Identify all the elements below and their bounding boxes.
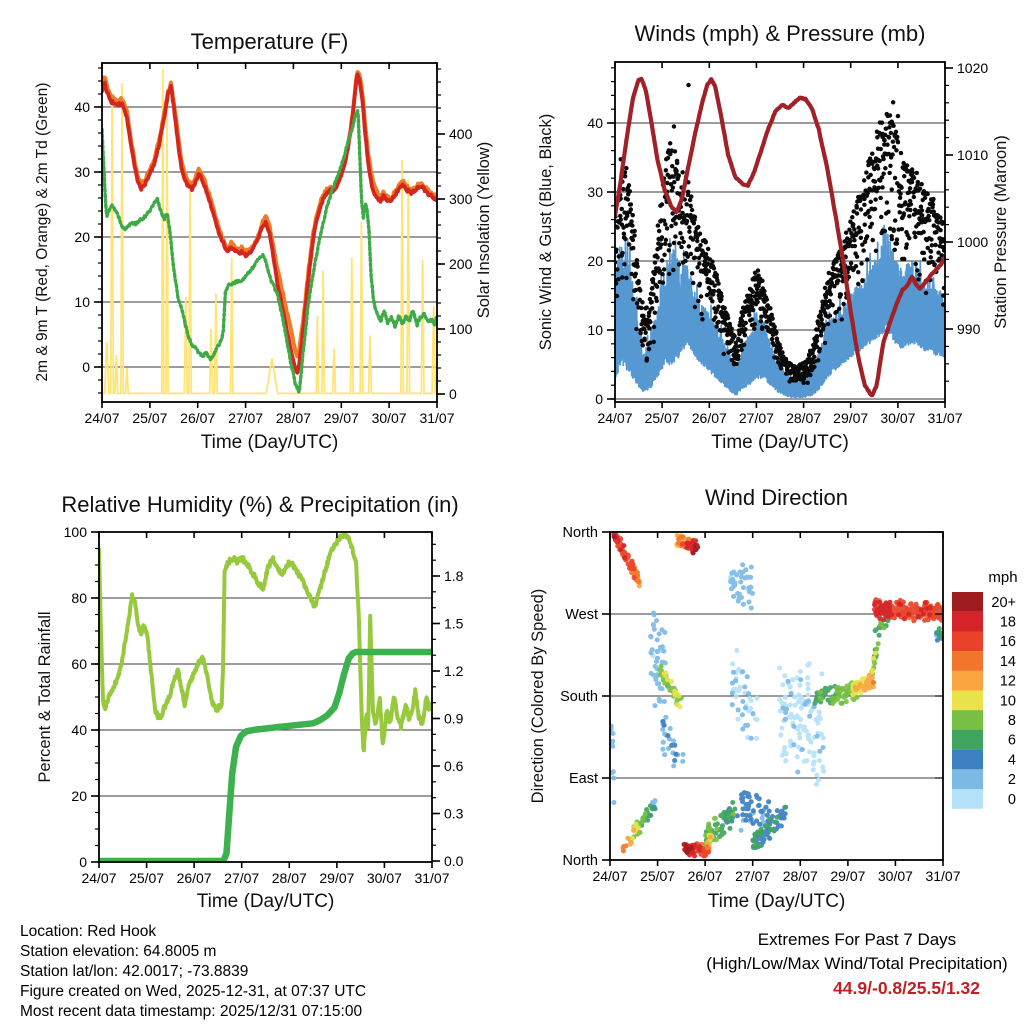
tick-label: 10 <box>74 294 90 310</box>
tick-label: 2 <box>1007 772 1016 789</box>
tick-label: 18 <box>999 614 1016 631</box>
legend-swatch <box>952 612 983 632</box>
winds-y-axis-label-right: Station Pressure (Maroon) <box>992 135 1010 329</box>
legend-swatch <box>952 691 983 711</box>
tick-label: 1010 <box>957 147 989 163</box>
tick-label: 24/07 <box>597 410 633 426</box>
tick-label: 31/07 <box>414 870 450 886</box>
tick-label: 14 <box>999 653 1016 670</box>
figure-created-text: Figure created on Wed, 2025-12-31, at 07:37 UTC <box>20 983 367 1000</box>
tick-label: 25/07 <box>129 870 165 886</box>
tick-label: 30/07 <box>371 410 407 426</box>
tick-label: 0 <box>595 391 603 407</box>
tick-label: 20 <box>71 788 87 804</box>
station-elevation-text: Station elevation: 64.8005 m <box>20 943 217 960</box>
tick-label: 30/07 <box>880 410 916 426</box>
tick-label: 0.6 <box>444 758 464 774</box>
humidity-y-axis-label: Percent & Total Rainfall <box>36 611 54 783</box>
tick-label: 12 <box>999 673 1016 690</box>
legend-swatch <box>952 651 983 671</box>
tick-label: 31/07 <box>925 868 961 884</box>
tick-label: 24/07 <box>592 868 628 884</box>
humidity-panel-title: Relative Humidity (%) & Precipitation (in) <box>61 492 459 517</box>
tick-label: 1.5 <box>444 615 464 632</box>
extremes-title: Extremes For Past 7 Days <box>757 930 957 949</box>
tick-label: 40 <box>74 99 90 115</box>
tick-label: 28/07 <box>786 410 822 426</box>
extremes-values: 44.9/-0.8/25.5/1.32 <box>833 978 980 998</box>
extremes-subtitle: (High/Low/Max Wind/Total Precipitation) <box>706 954 1008 973</box>
tick-label: 27/07 <box>224 870 260 886</box>
tick-label: 28/07 <box>271 870 307 886</box>
tick-label: 10 <box>999 693 1016 710</box>
tick-label: 28/07 <box>782 868 818 884</box>
tick-label: 25/07 <box>132 410 168 426</box>
tick-label: 30 <box>587 184 603 200</box>
tick-label: 20 <box>587 253 603 269</box>
tick-label: 80 <box>71 590 87 606</box>
winds-y-axis-label-left: Sonic Wind & Gust (Blue, Black) <box>537 113 555 351</box>
tick-label: 20+ <box>991 594 1016 611</box>
tick-label: 27/07 <box>228 410 264 426</box>
tick-label: 6 <box>1007 732 1016 749</box>
tick-label: 26/07 <box>691 410 727 426</box>
legend-swatch <box>952 710 983 730</box>
tick-label: 100 <box>63 524 87 540</box>
winds-panel-title: Winds (mph) & Pressure (mb) <box>634 21 926 46</box>
tick-label: 25/07 <box>644 410 680 426</box>
tick-label: 20 <box>74 229 90 245</box>
tick-label: 16 <box>999 634 1016 651</box>
location-text: Location: Red Hook <box>20 923 157 940</box>
tick-label: 0 <box>82 359 90 375</box>
legend-swatch <box>952 769 983 789</box>
wind-direction-panel-title: Wind Direction <box>704 485 849 510</box>
tick-label: North <box>562 853 598 869</box>
time-axis-label-humidity: Time (Day/UTC) <box>196 891 335 912</box>
tick-label: 100 <box>449 321 473 337</box>
tick-label: 26/07 <box>176 870 212 886</box>
tick-label: 29/07 <box>319 870 355 886</box>
tick-label: 26/07 <box>687 868 723 884</box>
tick-label: East <box>568 771 598 787</box>
tick-label: 30 <box>74 164 90 180</box>
tick-label: 60 <box>71 656 87 672</box>
legend-swatch <box>952 671 983 691</box>
tick-label: South <box>560 689 598 705</box>
station-metadata <box>20 922 366 1022</box>
tick-label: 27/07 <box>735 868 771 884</box>
legend-swatch <box>952 631 983 651</box>
tick-label: West <box>565 607 598 623</box>
tick-label: 40 <box>587 115 603 131</box>
tick-label: 40 <box>71 722 87 738</box>
time-axis-label-wind-direction: Time (Day/UTC) <box>707 891 846 912</box>
legend-swatch <box>952 730 983 750</box>
tick-label: 1020 <box>957 60 989 76</box>
tick-label: 0.0 <box>444 853 464 869</box>
tick-label: 1000 <box>957 234 989 250</box>
tick-label: 0.9 <box>444 710 464 727</box>
tick-label: 200 <box>449 256 473 272</box>
tick-label: 10 <box>587 322 603 338</box>
tick-label: 990 <box>957 321 981 337</box>
tick-label: 29/07 <box>830 868 866 884</box>
tick-label: 400 <box>449 126 473 142</box>
tick-label: 24/07 <box>84 410 120 426</box>
station-latlon-text: Station lat/lon: 42.0017; -73.8839 <box>20 963 249 980</box>
time-axis-label-winds: Time (Day/UTC) <box>711 432 849 453</box>
tick-label: 29/07 <box>833 410 869 426</box>
legend-swatch <box>952 592 983 612</box>
data-timestamp-text: Most recent data timestamp: 2025/12/31 07:15:00 <box>20 1003 363 1020</box>
tick-label: 8 <box>1007 713 1016 729</box>
tick-label: 25/07 <box>640 868 676 884</box>
tick-label: 0.3 <box>444 805 464 822</box>
time-axis-label-temperature: Time (Day/UTC) <box>200 432 339 453</box>
temperature-y-axis-label-right: Solar Insolation (Yellow) <box>475 141 493 319</box>
legend-swatch <box>952 789 983 809</box>
tick-label: 24/07 <box>81 870 117 886</box>
tick-label: 0 <box>449 386 457 402</box>
wind-direction-y-axis-label: Direction (Colored By Speed) <box>529 588 547 804</box>
tick-label: 300 <box>449 191 473 207</box>
tick-label: 1.8 <box>444 568 464 584</box>
tick-label: 27/07 <box>738 410 774 426</box>
tick-label: North <box>562 525 598 541</box>
tick-label: 4 <box>1007 752 1016 769</box>
tick-label: 29/07 <box>323 410 359 426</box>
tick-label: 28/07 <box>275 410 311 426</box>
tick-label: 31/07 <box>927 410 963 426</box>
legend-title: mph <box>988 569 1018 586</box>
tick-label: 26/07 <box>180 410 216 426</box>
tick-label: 0 <box>79 854 87 870</box>
temperature-y-axis-label-left: 2m & 9m T (Red, Orange) & 2m Td (Green) <box>34 82 51 382</box>
tick-label: 1.2 <box>444 663 464 679</box>
tick-label: 30/07 <box>366 870 402 886</box>
tick-label: 31/07 <box>419 410 455 426</box>
temperature-panel-title: Temperature (F) <box>190 29 349 54</box>
tick-label: 30/07 <box>877 868 913 884</box>
legend-swatch <box>952 750 983 770</box>
tick-label: 0 <box>1007 791 1016 808</box>
